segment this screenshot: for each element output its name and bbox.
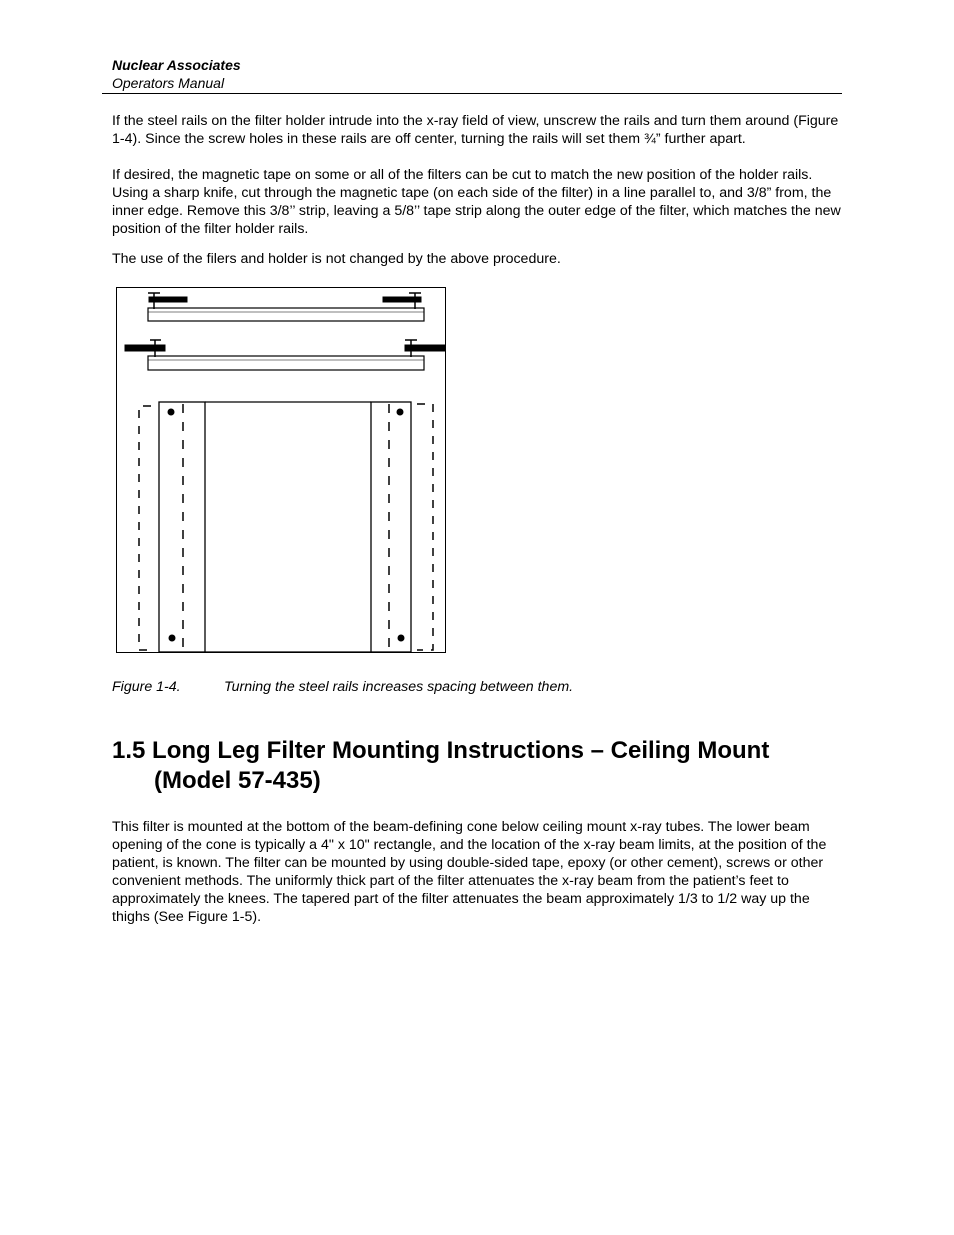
figure-caption — [112, 678, 573, 696]
rail-diagram-illustration — [117, 288, 447, 654]
manual-title: Operators Manual — [112, 75, 225, 91]
section-heading-line1: 1.5 Long Leg Filter Mounting Instructions – Ceiling Mount — [112, 737, 770, 764]
section-heading-line2: (Model 57-435) — [154, 767, 321, 794]
section-heading — [112, 736, 842, 796]
paragraph-magnetic-tape: If desired, the magnetic tape on some or all of the filters can be cut to match the new position of the holder rails. Using a sharp knife, cut through the magnetic tape (on each side of the filter) in a line parallel to, and 3/8” from, the inner edge. Remove this 3/8’’ strip, leaving a 5/8’’ tape strip along the outer edge of the filter, which matches the new position of the filter holder rails. — [112, 167, 841, 237]
paragraph-ceiling-mount: This filter is mounted at the bottom of the beam-defining cone below ceiling mount x-ray tubes. The lower beam opening of the cone is typically a 4" x 10" rectangle, and the location of the x-ray beam limits, at the position of the patient, is known. The filter can be mounted by using double-sided tape, epoxy (or other cement), screws or other convenient methods. The uniformly thick part of the filter attenuates the x-ray beam from the patient’s feet to approximately the knees. The tapered part of the filter attenuates the beam approximately 1/3 to 1/2 way up the thighs (See Figure 1-5). — [112, 819, 827, 925]
top-rail — [148, 293, 424, 321]
figure-caption-text: Turning the steel rails increases spacing between them. — [224, 679, 574, 695]
figure-caption-number: Figure 1-4. — [112, 679, 181, 695]
turned-rail — [125, 340, 445, 370]
page-header — [112, 56, 842, 92]
paragraph-rails-intrude: If the steel rails on the filter holder intrude into the x-ray field of view, unscrew the rails and turn them around (Figure 1-4). Since the screw holes in these rails are off center, turning the rails will set them ¾” further apart. — [112, 113, 839, 147]
figure-rail-diagram — [116, 287, 446, 653]
header-divider — [102, 93, 842, 94]
paragraph-use-unchanged: The use of the filers and holder is not changed by the above procedure. — [112, 251, 561, 267]
filter-holder — [139, 402, 433, 652]
company-name: Nuclear Associates — [112, 57, 241, 73]
